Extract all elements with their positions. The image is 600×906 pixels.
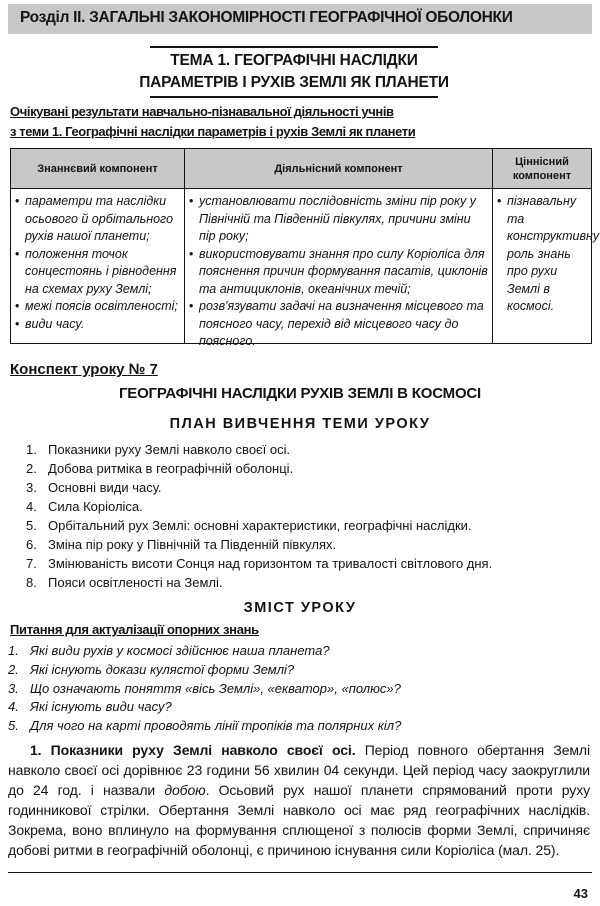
questions-list (8, 642, 401, 736)
expected-results-subheading: з теми 1. Географічні наслідки параметрів і рухів Землі як планети (10, 124, 416, 139)
paragraph-text-1: Період повного обертання Землі навколо своєї осі дорівнює 23 години 56 хвилин 04 секунди. Цей період часу заокруглили до 24 год. і назвали (8, 742, 590, 798)
plan-item: 3. Основні види часу. (26, 480, 162, 495)
knowledge-item: • параметри та наслідки осьового й орбітального рухів нашої планети; (11, 193, 184, 246)
footer-rule (8, 872, 592, 873)
lesson-topic: ГЕОГРАФІЧНІ НАСЛІДКИ РУХІВ ЗЕМЛІ В КОСМОСІ (118, 385, 482, 402)
plan-list (26, 440, 492, 592)
body-paragraph (8, 740, 590, 860)
paragraph-text-2: . Осьовий рух нашої планети спрямований проти руху годинникової стрілки. Обертання Землі навколо осі має ряд географічних наслідків. Зокрема, воно вплинуло на формування сплющеної з полюсів форми Землі, спричиняє добові ритми в географічній оболонці, є причиною існування сили Коріоліса (мал. 25). (8, 782, 590, 858)
plan-item: 6. Зміна пір року у Північній та Південній півкулях. (26, 537, 337, 552)
knowledge-column (11, 189, 185, 343)
paragraph-italic-term: добою (164, 782, 206, 798)
section-title: Розділ ІІ. ЗАГАЛЬНІ ЗАКОНОМІРНОСТІ ГЕОГРАФІЧНОЇ ОБОЛОНКИ (20, 9, 513, 26)
header-value: Ціннісний компонент (493, 149, 591, 189)
activity-item: • установлювати послідовність зміни пір року у Північній та Південній півкулях, причини зміни пір року; (185, 193, 492, 246)
plan-item: 1. Показники руху Землі навколо своєї осі. (26, 442, 291, 457)
plan-heading: ПЛАН ВИВЧЕННЯ ТЕМИ УРОКУ (169, 416, 431, 432)
knowledge-item: • положення точок сонцестоянь і рівнодення на схемах руху Землі; (11, 246, 184, 299)
plan-item: 5. Орбітальний рух Землі: основні характеристики, географічні наслідки. (26, 518, 472, 533)
knowledge-item: • межі поясів освітленості; (11, 298, 184, 316)
header-activity: Діяльнісний компонент (185, 149, 493, 189)
topic-title-line2: ПАРАМЕТРІВ І РУХІВ ЗЕМЛІ ЯК ПЛАНЕТИ (139, 74, 449, 91)
knowledge-item: • види часу. (11, 316, 184, 334)
plan-item: 2. Добова ритміка в географічній оболонці. (26, 461, 294, 476)
question-item: 2. Які існують докази кулястої форми Землі? (8, 661, 295, 677)
page-number: 43 (573, 886, 588, 901)
outcomes-table (10, 148, 600, 348)
activity-item: • розв'язувати задачі на визначення місцевого та поясного часу, перехід від місцевого часу до поясного. (185, 298, 492, 351)
activity-column (185, 189, 493, 348)
header-knowledge: Знаннєвий компонент (11, 149, 185, 189)
activity-item: • використовувати знання про силу Коріоліса для пояснення причин формування пасатів, циклонів та антициклонів, океанічних течій; (185, 246, 492, 299)
question-item: 1. Які види рухів у космосі здійснює наша планета? (8, 643, 330, 658)
question-item: 5. Для чого на карті проводять лінії тропіків та полярних кіл? (8, 718, 402, 734)
plan-item: 7. Змінюваність висоти Сонця над горизонтом та тривалості світлового дня. (26, 556, 493, 571)
topic-title-box (139, 46, 449, 98)
question-item: 3. Що означають поняття «вісь Землі», «екватор», «полюс»? (8, 680, 401, 696)
section-header-bar (8, 4, 592, 34)
content-heading: ЗМІСТ УРОКУ (243, 600, 357, 616)
question-item: 4. Які існують види часу? (8, 699, 172, 715)
questions-heading: Питання для актуалізації опорних знань (10, 622, 259, 637)
value-column (493, 189, 600, 343)
topic-title-line1: ТЕМА 1. ГЕОГРАФІЧНІ НАСЛІДКИ (170, 52, 418, 69)
lesson-title: Конспект уроку № 7 (10, 361, 158, 378)
value-item: • пізнавальну та конструктивну роль знань про рухи Землі в космосі. (493, 193, 591, 316)
plan-item: 4. Сила Коріоліса. (26, 499, 143, 514)
expected-results-heading: Очікувані результати навчально-пізнавальної діяльності учнів (10, 104, 394, 119)
plan-item: 8. Пояси освітленості на Землі. (26, 575, 223, 590)
paragraph-lead: 1. Показники руху Землі навколо своєї осі. (30, 742, 356, 758)
